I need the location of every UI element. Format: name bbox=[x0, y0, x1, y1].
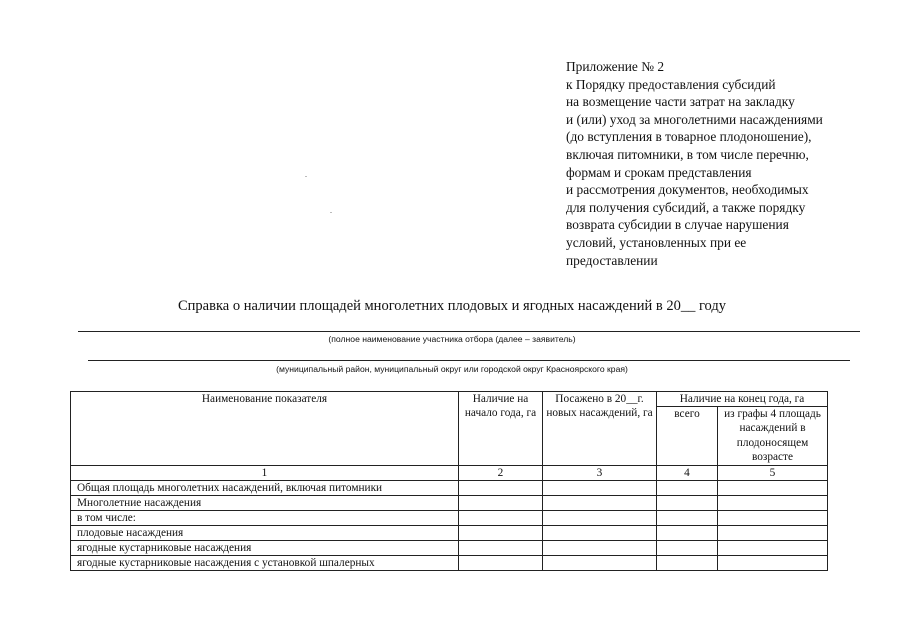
value-cell[interactable] bbox=[543, 511, 657, 526]
appendix-line: формам и срокам представления bbox=[566, 164, 752, 180]
column-number: 4 bbox=[657, 466, 718, 481]
applicant-name-line[interactable] bbox=[78, 331, 860, 332]
header-fruiting: из графы 4 площадь насаждений в плодоносящем возрасте bbox=[718, 407, 828, 466]
value-cell[interactable] bbox=[543, 481, 657, 496]
header-total: всего bbox=[657, 407, 718, 466]
table-row bbox=[71, 496, 828, 511]
appendix-line: условий, установленных при ее bbox=[566, 234, 747, 250]
value-cell[interactable] bbox=[459, 556, 543, 571]
region-line[interactable] bbox=[88, 360, 850, 361]
value-cell[interactable] bbox=[543, 526, 657, 541]
column-number: 3 bbox=[543, 466, 657, 481]
row-label: Общая площадь многолетних насаждений, включая питомники bbox=[71, 481, 459, 496]
appendix-line: на возмещение части затрат на закладку bbox=[566, 94, 795, 110]
column-number: 1 bbox=[71, 466, 459, 481]
value-cell[interactable] bbox=[657, 511, 718, 526]
row-label: Многолетние насаждения bbox=[71, 496, 459, 511]
row-label: ягодные кустарниковые насаждения с установкой шпалерных bbox=[71, 556, 459, 571]
region-caption: (муниципальный район, муниципальный округ или городской округ Красноярского края) bbox=[276, 364, 628, 374]
appendix-line: и рассмотрения документов, необходимых bbox=[566, 182, 809, 198]
value-cell[interactable] bbox=[718, 511, 828, 526]
appendix-line: (до вступления в товарное плодоношение), bbox=[566, 129, 812, 145]
appendix-line: возврата субсидии в случае нарушения bbox=[566, 217, 789, 233]
value-cell[interactable] bbox=[718, 556, 828, 571]
value-cell[interactable] bbox=[657, 526, 718, 541]
areas-table bbox=[70, 391, 828, 571]
applicant-caption: (полное наименование участника отбора (далее – заявитель) bbox=[328, 334, 576, 344]
appendix-line: Приложение № 2 bbox=[566, 59, 665, 74]
appendix-line: и (или) уход за многолетними насаждениями bbox=[566, 111, 823, 127]
row-label: ягодные кустарниковые насаждения bbox=[71, 541, 459, 556]
appendix-line: предоставлении bbox=[566, 252, 658, 268]
table-row bbox=[71, 481, 828, 496]
value-cell[interactable] bbox=[543, 556, 657, 571]
appendix-line: к Порядку предоставления субсидий bbox=[566, 76, 776, 92]
value-cell[interactable] bbox=[459, 481, 543, 496]
header-end-of-year: Наличие на конец года, га bbox=[657, 392, 828, 407]
value-cell[interactable] bbox=[657, 541, 718, 556]
table-row bbox=[71, 511, 828, 526]
row-label: в том числе: bbox=[71, 511, 459, 526]
header-planted: Посажено в 20__г. новых насаждений, га bbox=[543, 392, 657, 466]
value-cell[interactable] bbox=[718, 481, 828, 496]
value-cell[interactable] bbox=[459, 541, 543, 556]
value-cell[interactable] bbox=[718, 496, 828, 511]
value-cell[interactable] bbox=[459, 511, 543, 526]
scan-speck bbox=[305, 176, 307, 177]
appendix-note bbox=[566, 58, 886, 269]
document-title: Справка о наличии площадей многолетних плодовых и ягодных насаждений в 20__ году bbox=[177, 298, 727, 314]
table-row bbox=[71, 556, 828, 571]
value-cell[interactable] bbox=[459, 496, 543, 511]
column-number: 5 bbox=[718, 466, 828, 481]
value-cell[interactable] bbox=[657, 496, 718, 511]
value-cell[interactable] bbox=[718, 526, 828, 541]
column-number: 2 bbox=[459, 466, 543, 481]
appendix-line: включая питомники, в том числе перечню, bbox=[566, 146, 809, 162]
value-cell[interactable] bbox=[459, 526, 543, 541]
appendix-line: для получения субсидий, а также порядку bbox=[566, 199, 806, 215]
value-cell[interactable] bbox=[718, 541, 828, 556]
scan-speck bbox=[330, 212, 332, 213]
value-cell[interactable] bbox=[543, 541, 657, 556]
table-row bbox=[71, 541, 828, 556]
header-start-of-year: Наличие на начало года, га bbox=[459, 392, 543, 466]
value-cell[interactable] bbox=[543, 496, 657, 511]
table-row bbox=[71, 526, 828, 541]
row-label: плодовые насаждения bbox=[71, 526, 459, 541]
value-cell[interactable] bbox=[657, 556, 718, 571]
value-cell[interactable] bbox=[657, 481, 718, 496]
header-indicator: Наименование показателя bbox=[71, 392, 459, 466]
